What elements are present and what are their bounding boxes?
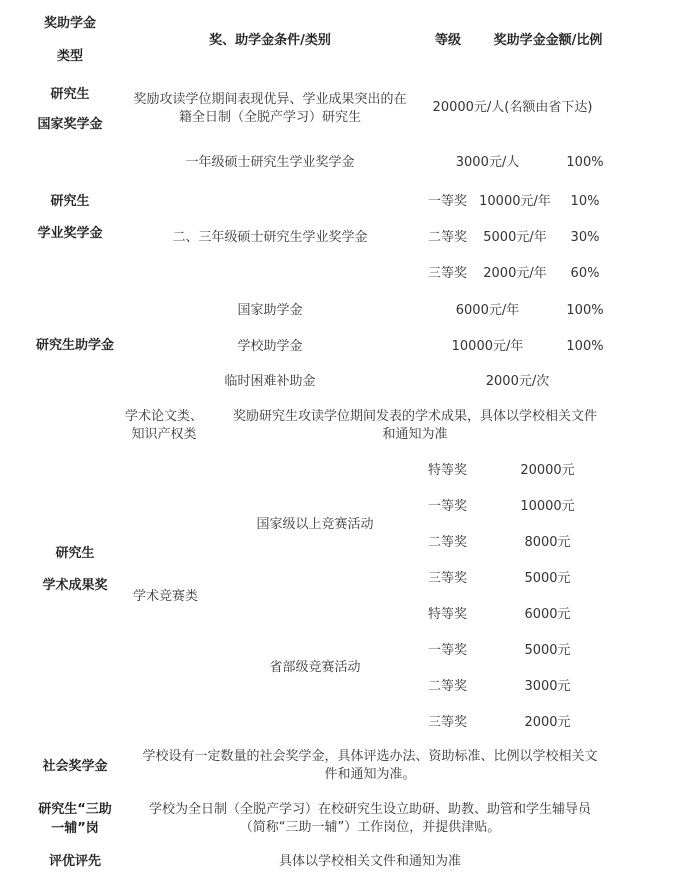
national-competition-amount: 5000元 xyxy=(524,571,571,586)
social-desc-line1: 学校设有一定数量的社会奖学金，具体评选办法、资助标准、比例以学校相关文 xyxy=(142,749,598,764)
assistant-type-line2: 一辅”岗 xyxy=(51,821,99,836)
achievement-type-line2: 学术成果奖 xyxy=(42,578,108,593)
achievement-type-line1: 研究生 xyxy=(55,546,95,561)
provincial-competition-amount: 3000元 xyxy=(524,679,571,694)
grant-amount: 10000元/年 xyxy=(451,339,524,354)
national-competition-amount: 8000元 xyxy=(524,535,571,550)
header-type-line1: 奖助学金 xyxy=(43,16,96,31)
grant-condition: 临时困难补助金 xyxy=(224,374,316,389)
provincial-competition-amount: 5000元 xyxy=(524,643,571,658)
achievement-paper-category-line2: 知识产权类 xyxy=(131,427,197,442)
national-amount: 20000元/人(名额由省下达) xyxy=(432,100,593,115)
grants-type: 研究生助学金 xyxy=(35,338,114,353)
achievement-national-level: 国家级以上竞赛活动 xyxy=(256,517,374,532)
provincial-competition-level: 特等奖 xyxy=(427,607,467,622)
national-type-line1: 研究生 xyxy=(50,87,90,102)
academic-upper-ratio: 30% xyxy=(570,230,600,245)
achievement-paper-category-line1: 学术论文类、 xyxy=(124,409,203,424)
academic-upper-amount: 10000元/年 xyxy=(479,194,551,209)
grant-amount: 6000元/年 xyxy=(455,303,520,318)
academic-first-year-condition: 一年级硕士研究生学业奖学金 xyxy=(185,155,355,170)
evaluation-type: 评优评先 xyxy=(48,854,101,869)
national-competition-amount: 10000元 xyxy=(520,499,575,514)
academic-upper-amount: 2000元/年 xyxy=(483,266,547,281)
academic-first-year-ratio: 100% xyxy=(566,155,604,170)
national-condition-line1: 奖励攻读学位期间表现优异、学业成果突出的在 xyxy=(133,92,407,107)
achievement-paper-desc-line2: 和通知为准 xyxy=(382,427,448,442)
header-conditions: 奖、助学金条件/类别 xyxy=(209,33,331,48)
academic-upper-ratio: 10% xyxy=(570,194,600,209)
social-type: 社会奖学金 xyxy=(42,759,108,774)
national-competition-level: 一等奖 xyxy=(427,499,467,514)
assistant-desc-line1: 学校为全日制（全脱产学习）在校研究生设立助研、助教、助管和学生辅导员 xyxy=(148,802,591,817)
social-desc-line2: 件和通知为准。 xyxy=(324,767,416,782)
national-competition-level: 三等奖 xyxy=(427,571,467,586)
academic-type-line1: 研究生 xyxy=(50,194,90,209)
provincial-competition-level: 二等奖 xyxy=(427,679,467,694)
grant-ratio: 100% xyxy=(566,339,604,354)
national-condition-line2: 籍全日制（全脱产学习）研究生 xyxy=(178,110,361,125)
provincial-competition-amount: 2000元 xyxy=(524,715,571,730)
grant-amount: 2000元/次 xyxy=(485,374,550,389)
assistant-type-line1: 研究生“三助 xyxy=(38,802,112,817)
grant-condition: 国家助学金 xyxy=(237,303,303,318)
header-amount: 奖助学金金额/比例 xyxy=(493,33,603,48)
evaluation-desc: 具体以学校相关文件和通知为准 xyxy=(278,854,461,869)
national-competition-level: 特等奖 xyxy=(427,463,467,478)
header-level: 等级 xyxy=(434,33,461,48)
assistant-desc-line2: （简称“三助一辅”）工作岗位，并提供津贴。 xyxy=(239,820,501,835)
academic-upper-condition: 二、三年级硕士研究生学业奖学金 xyxy=(172,230,368,245)
provincial-competition-level: 三等奖 xyxy=(427,715,467,730)
academic-upper-level: 一等奖 xyxy=(427,194,467,209)
academic-first-year-amount: 3000元/人 xyxy=(455,155,520,170)
national-type-line2: 国家奖学金 xyxy=(37,117,103,132)
national-competition-amount: 20000元 xyxy=(520,463,575,478)
achievement-paper-desc-line1: 奖励研究生攻读学位期间发表的学术成果，具体以学校相关文件 xyxy=(232,409,597,424)
provincial-competition-amount: 6000元 xyxy=(524,607,571,622)
academic-upper-ratio: 60% xyxy=(570,266,600,281)
grant-condition: 学校助学金 xyxy=(237,339,303,354)
grant-ratio: 100% xyxy=(566,303,604,318)
academic-type-line2: 学业奖学金 xyxy=(37,226,103,241)
achievement-competition-category: 学术竞赛类 xyxy=(132,589,198,604)
header-type-line2: 类型 xyxy=(56,49,83,64)
academic-upper-level: 二等奖 xyxy=(427,230,467,245)
achievement-provincial-level: 省部级竞赛活动 xyxy=(269,660,361,675)
academic-upper-level: 三等奖 xyxy=(427,266,467,281)
national-competition-level: 二等奖 xyxy=(427,535,467,550)
provincial-competition-level: 一等奖 xyxy=(427,643,467,658)
academic-upper-amount: 5000元/年 xyxy=(483,230,547,245)
